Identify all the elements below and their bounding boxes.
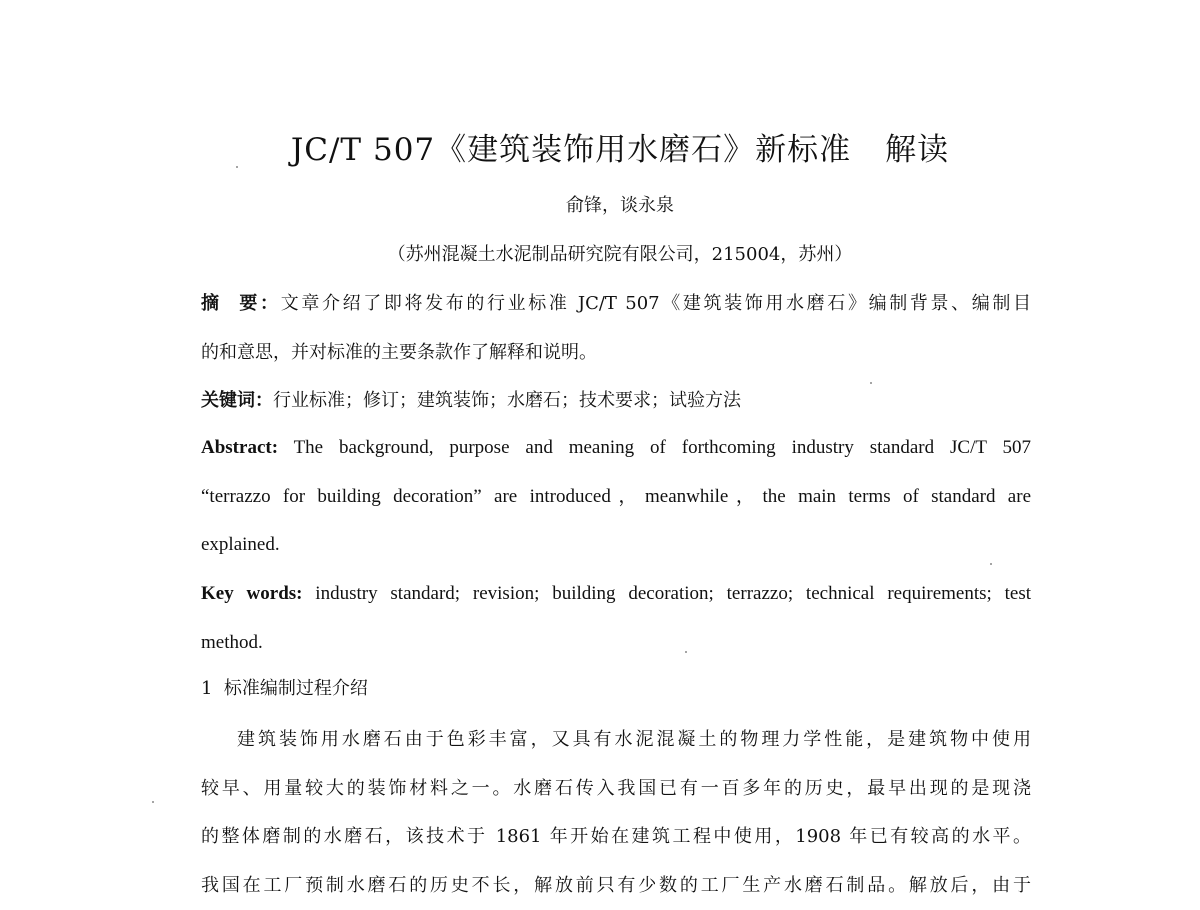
keywords-cn-label: 关键词： <box>201 390 273 411</box>
scan-speck <box>152 801 154 803</box>
keywords-en-line-1 <box>201 570 1031 619</box>
paper-title-main: JC/T 507《建筑装饰用水磨石》新标准 <box>291 132 851 168</box>
abstract-cn-line-2: 的和意思，并对标准的主要条款作了解释和说明。 <box>201 329 1031 378</box>
section-1-line-1: 建筑装饰用水磨石由于色彩丰富，又具有水泥混凝土的物理力学性能，是建筑物中使用 <box>201 716 1031 765</box>
scan-speck <box>685 651 687 653</box>
abstract-en-line-2: “terrazzo for building decoration” are introduced，meanwhile，the main terms of standard are <box>201 473 1031 522</box>
section-1-body <box>201 716 1031 910</box>
section-1-line-4: 我国在工厂预制水磨石的历史不长，解放前只有少数的工厂生产水磨石制品。解放后，由于 <box>201 862 1031 910</box>
abstract-cn <box>201 280 1031 377</box>
paper-affiliation: （苏州混凝土水泥制品研究院有限公司，215004，苏州） <box>0 240 1200 270</box>
keywords-cn <box>201 377 1031 426</box>
keywords-en-line-2: method. <box>201 619 1031 668</box>
scan-speck <box>990 563 992 565</box>
abstract-cn-label: 摘 要： <box>201 293 281 314</box>
section-1-line-2: 较早、用量较大的装饰材料之一。水磨石传入我国已有一百多年的历史，最早出现的是现浇 <box>201 765 1031 814</box>
abstract-en-label: Abstract: <box>201 437 278 458</box>
abstract-en-text-1: The background, purpose and meaning of forthcoming industry standard JC/T 507 <box>278 437 1031 458</box>
paper-title <box>0 128 1200 172</box>
section-1-line-3: 的整体磨制的水磨石，该技术于 1861 年开始在建筑工程中使用，1908 年已有较高的水平。 <box>201 813 1031 862</box>
abstract-en-line-1 <box>201 424 1031 473</box>
section-1-heading: 1 标准编制过程介绍 <box>201 674 368 704</box>
abstract-en <box>201 424 1031 570</box>
keywords-en-label: Key words: <box>201 583 302 604</box>
abstract-cn-line-1 <box>201 280 1031 329</box>
abstract-cn-text-1: 文章介绍了即将发布的行业标准 JC/T 507《建筑装饰用水磨石》编制背景、编制目 <box>281 293 1031 314</box>
paper-authors: 俞锋，谈永泉 <box>0 191 1200 221</box>
keywords-cn-text: 行业标准；修订；建筑装饰；水磨石；技术要求；试验方法 <box>273 390 741 411</box>
keywords-en-text-1: industry standard; revision; building decoration; terrazzo; technical requirements; test <box>302 583 1031 604</box>
keywords-en <box>201 570 1031 667</box>
scan-speck <box>870 382 872 384</box>
scan-speck <box>236 166 238 168</box>
paper-title-suffix: 解读 <box>885 132 949 168</box>
abstract-en-line-3: explained. <box>201 521 1031 570</box>
